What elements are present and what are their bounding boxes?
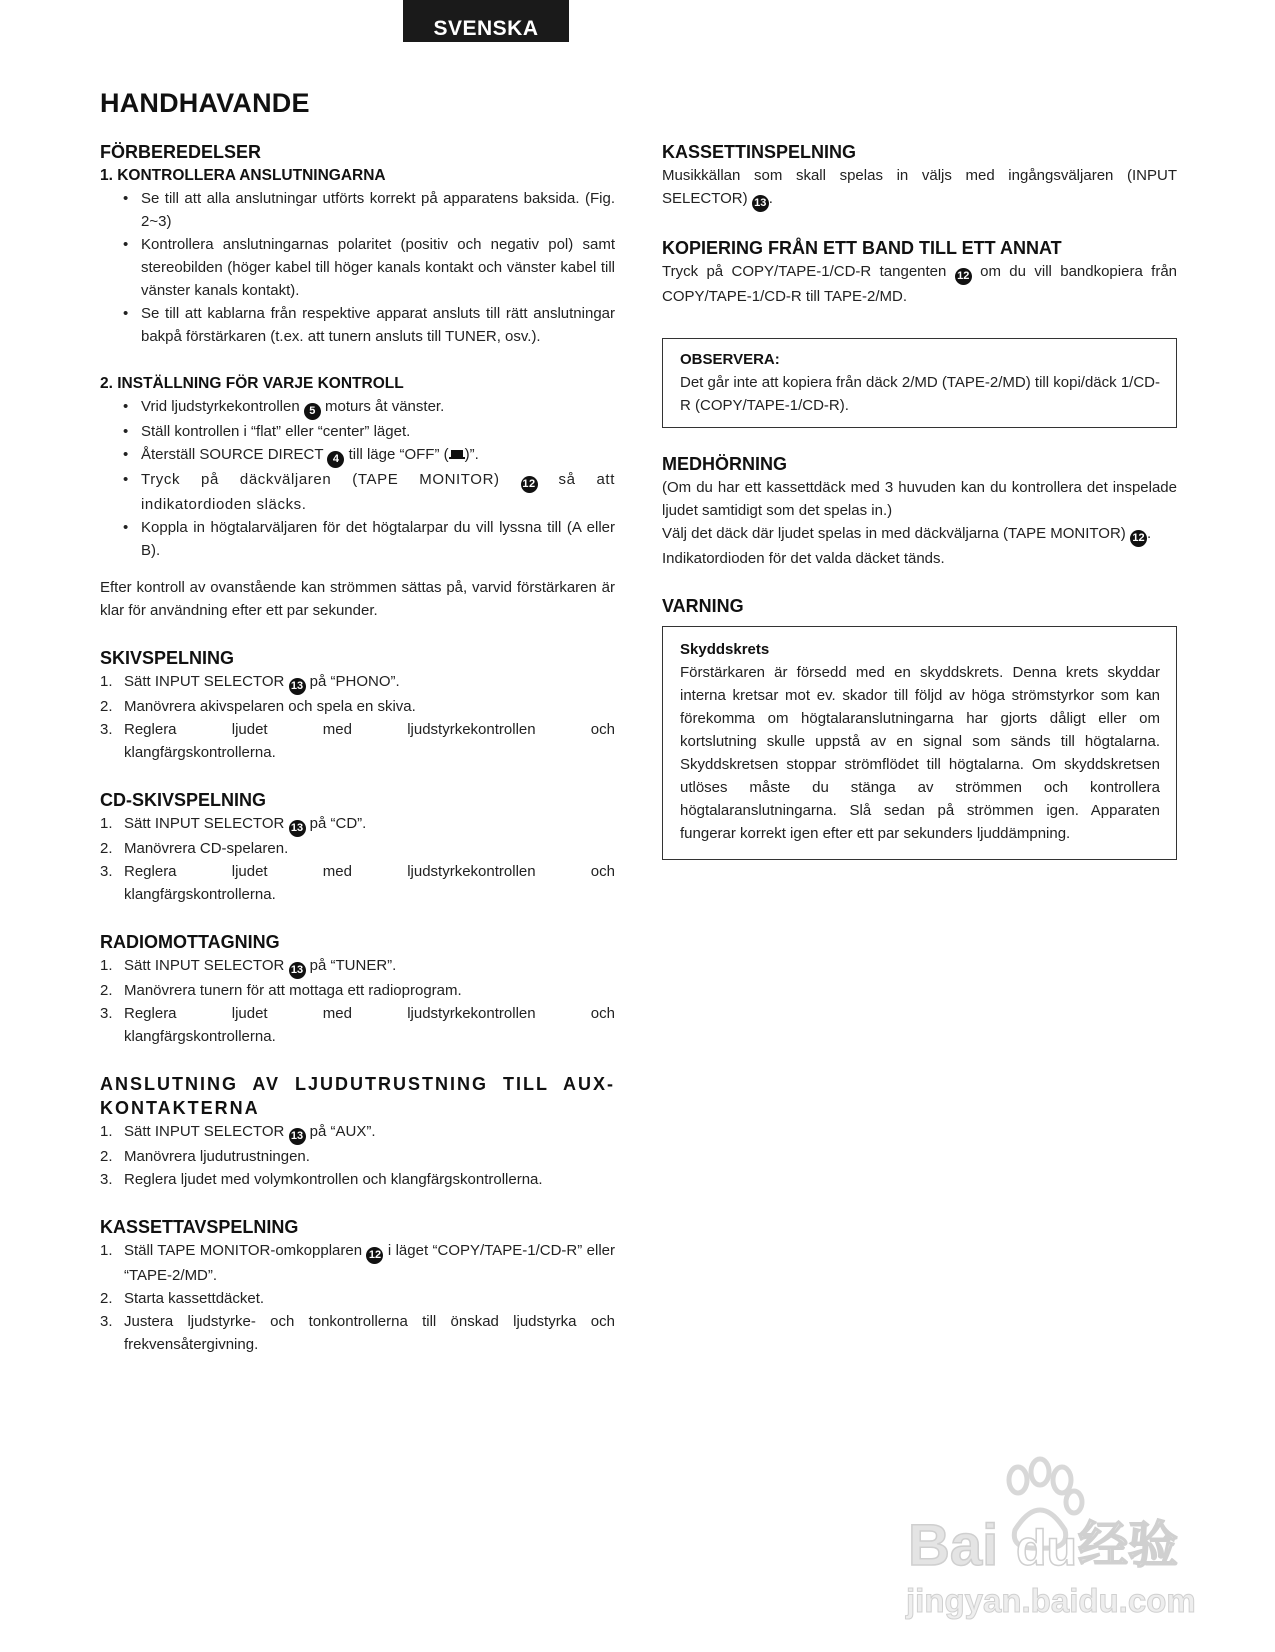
- section-heading-skivspelning: SKIVSPELNING: [100, 648, 235, 668]
- list-item: • Kontrollera anslutningarnas polaritet (positiv och negativ pol) samt stereobilden (höger kabel till höger kanals kontakt och vänster kabel till vänster kanals kontakt).: [120, 233, 615, 302]
- observera-box: [662, 338, 1177, 428]
- subheading-installning: 2. INSTÄLLNING FÖR VARJE KONTROLL: [100, 375, 404, 392]
- section-heading-kopiering: KOPIERING FRÅN ETT BAND TILL ETT ANNAT: [662, 238, 1062, 258]
- control-number-icon: 5: [304, 403, 321, 420]
- list-item: 3. Reglera ljudet med volymkontrollen och klangfärgskontrollerna.: [100, 1171, 543, 1188]
- item-text: Tryck på däckväljaren (TAPE MONITOR): [141, 471, 500, 488]
- control-number-icon: 13: [752, 195, 769, 212]
- watermark-brand-cn: 经验: [1078, 1516, 1178, 1574]
- list-item: 1. Sätt INPUT SELECTOR 13 på “TUNER”.: [100, 954, 615, 979]
- installning-list: [100, 395, 615, 562]
- section-heading-forberedelser: FÖRBEREDELSER: [100, 142, 262, 162]
- varning-box: [662, 626, 1177, 860]
- section-heading-radiomottagning: RADIOMOTTAGNING: [100, 932, 280, 952]
- left-column: [100, 140, 615, 1356]
- cd-steps: [100, 812, 615, 906]
- aux-steps: [100, 1120, 615, 1191]
- item-text: Vrid ljudstyrkekontrollen: [141, 398, 300, 415]
- section-heading-kassettinspelning: KASSETTINSPELNING: [662, 142, 857, 162]
- kassettavspelning-steps: [100, 1239, 615, 1356]
- control-number-icon: 12: [955, 268, 972, 285]
- watermark-brand-b: du: [1016, 1520, 1078, 1576]
- language-tab: SVENSKA: [403, 0, 569, 42]
- button-off-icon: [449, 448, 465, 460]
- right-column: [662, 140, 1177, 860]
- medhorning-p3: Indikatordioden för det valda däcket tänds.: [662, 550, 945, 567]
- watermark-brand: Bai: [908, 1513, 999, 1578]
- list-item: 1. Ställ TAPE MONITOR-omkopplaren 12 i läget “COPY/TAPE-1/CD-R” eller “TAPE-2/MD”.: [100, 1242, 615, 1284]
- control-number-icon: 12: [521, 476, 538, 493]
- list-item: • Se till att alla anslutningar utförts korrekt på apparatens baksida. (Fig. 2~3): [120, 187, 615, 233]
- paragraph-after-check: Efter kontroll av ovanstående kan strömmen sättas på, varvid förstärkaren är klar för användning efter ett par sekunder.: [100, 579, 615, 619]
- list-item: • Koppla in högtalarväljaren för det högtalarpar du vill lyssna till (A eller B).: [120, 516, 615, 562]
- item-text: Återställ SOURCE DIRECT: [141, 446, 324, 463]
- kontrollera-list: [100, 187, 615, 348]
- subheading-kontrollera: 1. KONTROLLERA ANSLUTNINGARNA: [100, 167, 386, 184]
- observera-title: OBSERVERA:: [680, 351, 780, 368]
- item-text: )”.: [464, 446, 479, 463]
- list-item: [120, 468, 615, 516]
- item-text: så att indikatordioden släcks.: [141, 471, 615, 513]
- list-item: [120, 443, 615, 468]
- watermark-url: jingyan.baidu.com: [906, 1582, 1196, 1619]
- control-number-icon: 4: [327, 451, 344, 468]
- control-number-icon: 13: [289, 678, 306, 695]
- section-heading-aux: ANSLUTNING AV LJUDUTRUSTNING TILL AUX- KONTAKTERNA: [100, 1074, 615, 1118]
- list-item: 3. Reglera ljudet med ljudstyrkekontrollen och klangfärgskontrollerna.: [100, 721, 615, 761]
- item-text: till läge “OFF” (: [348, 446, 449, 463]
- list-item: 2. Manövrera CD-spelaren.: [100, 840, 289, 857]
- list-item: 1. Sätt INPUT SELECTOR 13 på “PHONO”.: [100, 670, 615, 695]
- control-number-icon: 12: [366, 1247, 383, 1264]
- section-heading-varning: VARNING: [662, 596, 744, 616]
- list-item: 1. Sätt INPUT SELECTOR 13 på “CD”.: [100, 812, 615, 837]
- page-title: HANDHAVANDE: [100, 88, 310, 118]
- observera-text: Det går inte att kopiera från däck 2/MD (TAPE-2/MD) till kopi/däck 1/CD-R (COPY/TAPE-1/CD-R).: [680, 374, 1160, 414]
- list-item: 2. Manövrera tunern för att mottaga ett radioprogram.: [100, 982, 462, 999]
- list-item: 2. Starta kassettdäcket.: [100, 1290, 265, 1307]
- control-number-icon: 13: [289, 820, 306, 837]
- kassettinspelning-text: Musikkällan som skall spelas in väljs med ingångsväljaren (INPUT SELECTOR) 13 .: [662, 164, 1177, 212]
- list-item: 2. Manövrera akivspelaren och spela en skiva.: [100, 698, 416, 715]
- control-number-icon: 12: [1130, 530, 1147, 547]
- list-item: [120, 395, 615, 420]
- radio-steps: [100, 954, 615, 1048]
- medhorning-p2: Välj det däck där ljudet spelas in med däckväljarna (TAPE MONITOR) 12 .: [662, 522, 1177, 547]
- kopiering-text: Tryck på COPY/TAPE-1/CD-R tangenten 12 om du vill bandkopiera från COPY/TAPE-1/CD-R till TAPE-2/MD.: [662, 263, 1178, 305]
- item-text: moturs åt vänster.: [325, 398, 445, 415]
- control-number-icon: 13: [289, 1128, 306, 1145]
- list-item: 3. Justera ljudstyrke- och tonkontrollerna till önskad ljudstyrka och frekvensåtergivning.: [100, 1313, 615, 1353]
- control-number-icon: 13: [289, 962, 306, 979]
- section-heading-medhorning: MEDHÖRNING: [662, 454, 787, 474]
- baidu-watermark: [900, 1450, 1200, 1625]
- list-item: • Ställ kontrollen i “flat” eller “center” läget.: [120, 420, 615, 443]
- skyddskrets-text: Förstärkaren är försedd med en skyddskrets. Denna krets skyddar interna kretsar mot ev. skador till följd av höga strömstyrkor som kan förekomma om högtalaranslutningarna har gjorts dåligt eller om kortslutning skulle uppstå av en signal som sänds till högtalarna. Skyddskretsen stoppar strömflödet till högtalarna. Om skyddskretsen utlöses måste du stänga av strömmen och kontrollera högtalaranslutningarna. Slå sedan på strömmen igen. Apparaten fungerar korrekt igen efter ett par sekunders ljuddämpning.: [680, 664, 1160, 842]
- list-item: 1. Sätt INPUT SELECTOR 13 på “AUX”.: [100, 1120, 615, 1145]
- list-item: 3. Reglera ljudet med ljudstyrkekontrollen och klangfärgskontrollerna.: [100, 1005, 615, 1045]
- list-item: 2. Manövrera ljudutrustningen.: [100, 1148, 310, 1165]
- skyddskrets-title: Skyddskrets: [680, 641, 770, 658]
- section-heading-cd-skivspelning: CD-SKIVSPELNING: [100, 790, 267, 810]
- medhorning-p1: (Om du har ett kassettdäck med 3 huvuden kan du kontrollera det inspelade ljudet samtidigt som det spelas in.): [662, 479, 1177, 519]
- baidu-paw-icon: [900, 1450, 1200, 1625]
- list-item: 3. Reglera ljudet med ljudstyrkekontrollen och klangfärgskontrollerna.: [100, 863, 615, 903]
- list-item: • Se till att kablarna från respektive apparat ansluts till rätt anslutningar bakpå förstärkaren (t.ex. att tunern ansluts till TUNER, osv.).: [120, 302, 615, 348]
- section-heading-kassettavspelning: KASSETTAVSPELNING: [100, 1217, 299, 1237]
- skivspelning-steps: [100, 670, 615, 764]
